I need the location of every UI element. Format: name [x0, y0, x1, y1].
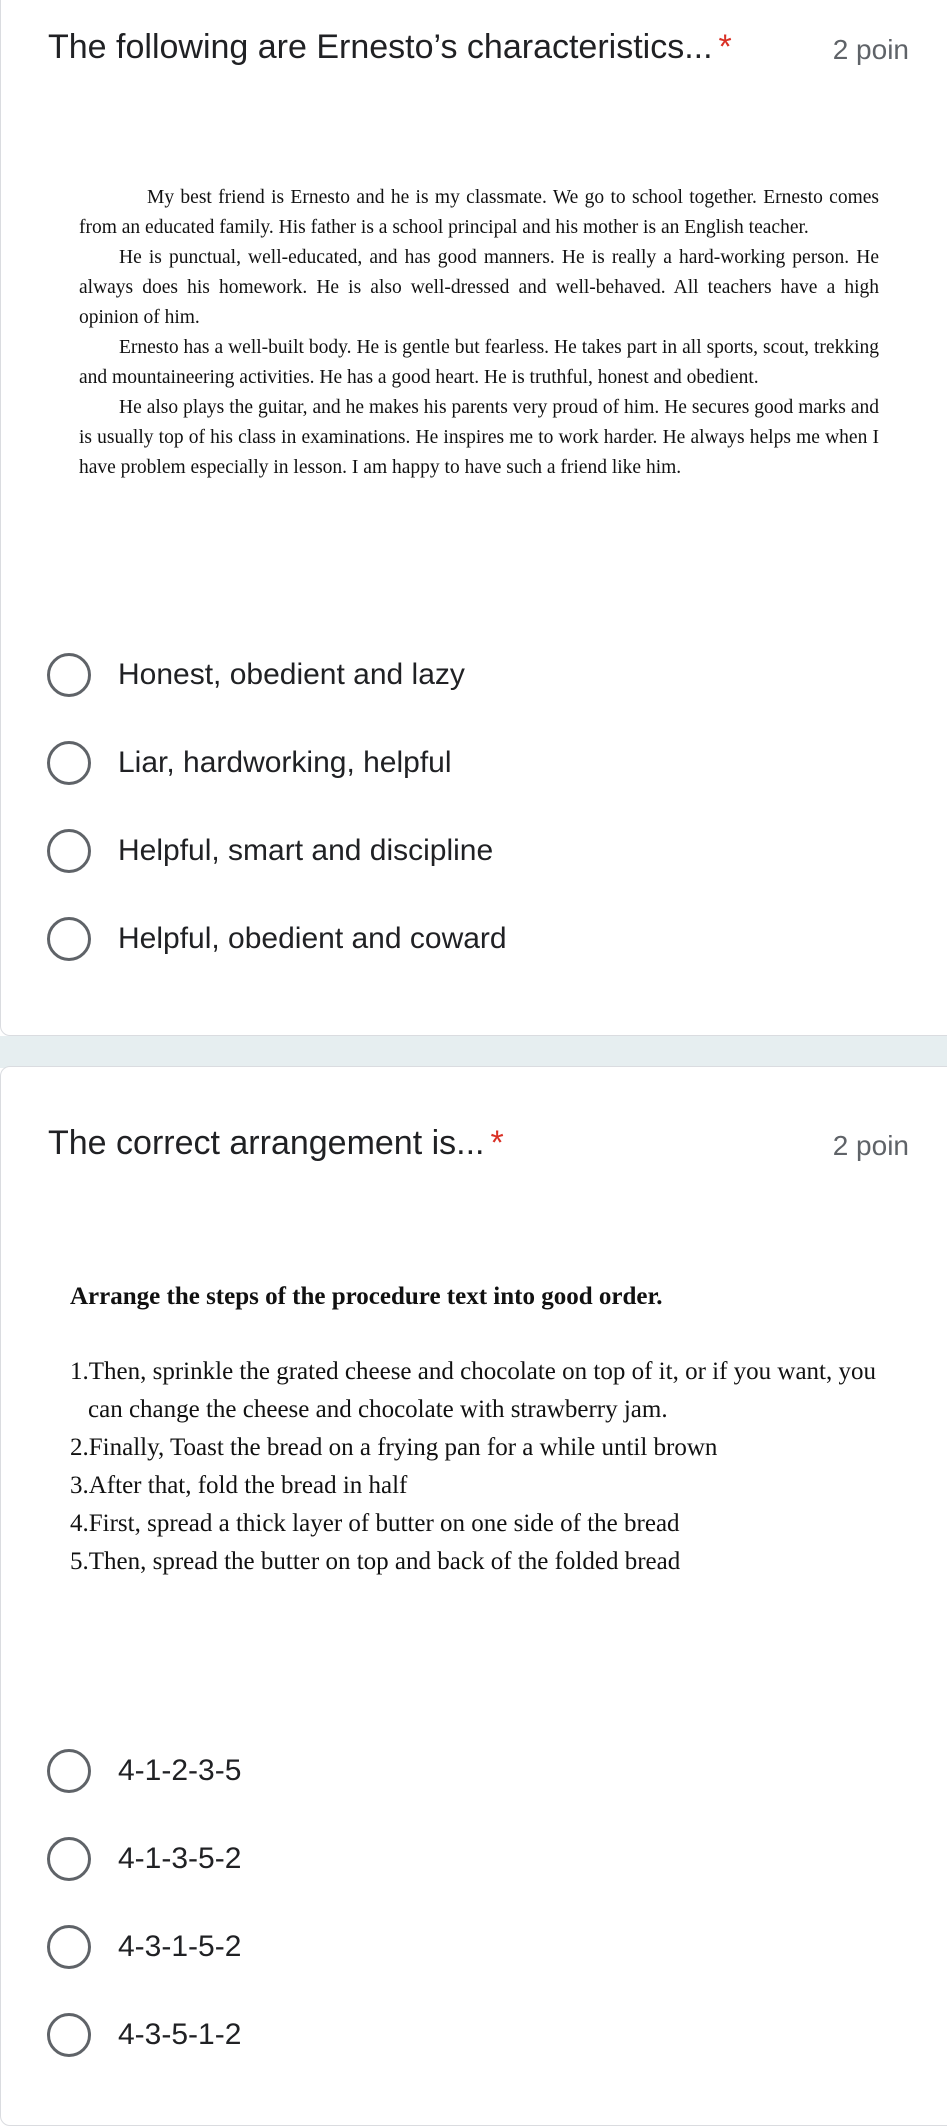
- question-2-options: [47, 1727, 241, 2079]
- radio-button[interactable]: [47, 1837, 91, 1881]
- radio-button[interactable]: [47, 1925, 91, 1969]
- procedure-step: 5.Then, spread the butter on top and back of the folded bread: [70, 1548, 681, 1575]
- option-4-3-5-1-2[interactable]: [47, 1991, 241, 2079]
- radio-button[interactable]: [47, 2013, 91, 2057]
- option-4-3-1-5-2[interactable]: [47, 1903, 241, 1991]
- option-label: Helpful, obedient and coward: [118, 922, 507, 955]
- procedure-step: 1.Then, sprinkle the grated cheese and chocolate on top of it, or if you want, you can change the cheese and chocolate with strawberry jam.: [70, 1358, 877, 1423]
- procedure-step: 4.First, spread a thick layer of butter on one side of the bread: [70, 1510, 680, 1537]
- radio-button[interactable]: [47, 829, 91, 873]
- option-liar-hardworking-helpful[interactable]: [47, 719, 507, 807]
- option-4-1-3-5-2[interactable]: [47, 1815, 241, 1903]
- passage-paragraph: He also plays the guitar, and he makes his parents very proud of him. He secures good marks and is usually top of his class in examinations. He inspires me to work harder. He always helps me when I have problem especially in lesson. I am happy to have such a friend like him.: [79, 397, 879, 478]
- question-1-options: [47, 631, 507, 983]
- option-label: 4-3-1-5-2: [118, 1930, 242, 1963]
- option-label: Helpful, smart and discipline: [118, 834, 494, 867]
- option-helpful-smart-discipline[interactable]: [47, 807, 507, 895]
- question-2-title: [48, 1124, 504, 1163]
- option-honest-obedient-lazy[interactable]: [47, 631, 507, 719]
- option-label: 4-3-5-1-2: [118, 2018, 242, 2051]
- procedure-step: 2.Finally, Toast the bread on a frying pan for a while until brown: [70, 1434, 718, 1461]
- procedure-steps: [70, 1353, 900, 1581]
- card-separator: [0, 1036, 947, 1068]
- question-2-instructions: [70, 1283, 900, 1581]
- required-marker: *: [490, 1124, 504, 1162]
- option-helpful-obedient-coward[interactable]: [47, 895, 507, 983]
- radio-button[interactable]: [47, 653, 91, 697]
- option-label: 4-1-3-5-2: [118, 1842, 242, 1875]
- radio-button[interactable]: [47, 741, 91, 785]
- option-label: Liar, hardworking, helpful: [118, 746, 452, 779]
- procedure-step: 3.After that, fold the bread in half: [70, 1472, 408, 1499]
- option-label: Honest, obedient and lazy: [118, 658, 465, 691]
- option-4-1-2-3-5[interactable]: [47, 1727, 241, 1815]
- radio-button[interactable]: [47, 917, 91, 961]
- passage-paragraph: Ernesto has a well-built body. He is gentle but fearless. He takes part in all sports, scout, trekking and mountaineering activities. He has a good heart. He is truthful, honest and obedient.: [79, 337, 879, 388]
- radio-button[interactable]: [47, 1749, 91, 1793]
- option-label: 4-1-2-3-5: [118, 1754, 242, 1787]
- question-1-title-text: The following are Ernesto’s characteristics...: [48, 28, 713, 66]
- question-1-title: [48, 28, 732, 67]
- question-2-title-text: The correct arrangement is...: [48, 1124, 485, 1162]
- instruction-title: Arrange the steps of the procedure text into good order.: [70, 1283, 663, 1310]
- passage-paragraph: My best friend is Ernesto and he is my classmate. We go to school together. Ernesto comes from an educated family. His father is a school principal and his mother is an English teacher.: [79, 187, 879, 238]
- required-marker: *: [718, 28, 732, 66]
- passage-paragraph: He is punctual, well-educated, and has good manners. He is really a hard-working person. He always does his homework. He is also well-dressed and well-behaved. All teachers have a high opinion of him.: [79, 247, 879, 328]
- question-2-points: 2 poin: [832, 1130, 909, 1161]
- question-1-passage: [79, 183, 879, 483]
- question-1-points: 2 poin: [832, 34, 909, 65]
